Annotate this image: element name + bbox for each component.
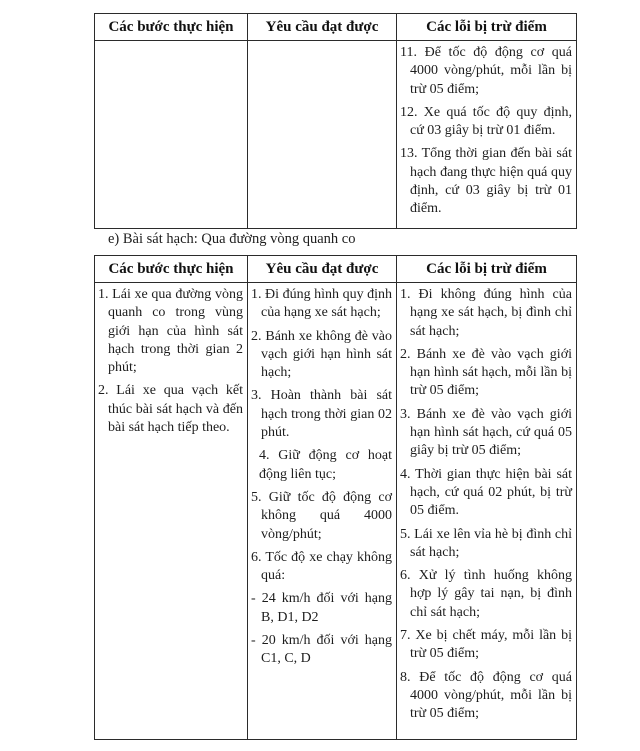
steps-cell [95,283,248,740]
error-item: 2. Bánh xe đè vào vạch giới hạn hình sát hạch, mỗi lần bị trừ 05 điểm; [400,346,572,399]
exam-table-bottom [94,255,577,740]
error-item: 13. Tổng thời gian đến bài sát hạch đang thực hiện quá quy định, cứ 03 giây bị trừ 01 điểm. [400,146,572,217]
requirement-item: 2. Bánh xe không đè vào vạch giới hạn hình sát hạch; [251,328,392,381]
exam-table-top [94,13,577,229]
requirement-item: 6. Tốc độ xe chạy không quá: [251,549,392,584]
column-header-errors: Các lỗi bị trừ điểm [397,256,577,283]
requirements-cell [248,283,397,740]
column-header-requirements: Yêu cầu đạt được [248,256,397,283]
requirement-item: 3. Hoàn thành bài sát hạch trong thời gian 02 phút. [251,388,392,441]
column-header-errors: Các lỗi bị trừ điểm [397,14,577,41]
errors-cell [397,283,577,740]
error-item: 5. Lái xe lên vỉa hè bị đình chỉ sát hạch; [400,526,572,560]
table-top-header-row [95,14,577,41]
column-header-steps: Các bước thực hiện [95,256,248,283]
column-header-steps: Các bước thực hiện [95,14,248,41]
requirement-item: 1. Đi đúng hình quy định của hạng xe sát hạch; [251,287,392,321]
requirements-cell [248,41,397,229]
error-item: 12. Xe quá tốc độ quy định, cứ 03 giây bị trừ 01 điểm. [400,104,572,139]
requirement-subitem: - 24 km/h đối với hạng B, D1, D2 [251,591,392,625]
error-item: 4. Thời gian thực hiện bài sát hạch, cứ quá 02 phút, bị trừ 05 điểm. [400,466,572,519]
error-item: 11. Để tốc độ động cơ quá 4000 vòng/phút, mỗi lần bị trừ 05 điểm; [400,45,572,97]
table-row [95,41,577,229]
error-item: 6. Xử lý tình huống không hợp lý gây tai nạn, bị đình chỉ sát hạch; [400,568,572,620]
error-item: 1. Đi không đúng hình của hạng xe sát hạch, bị đình chỉ sát hạch; [400,287,572,339]
error-item: 8. Để tốc độ động cơ quá 4000 vòng/phút, mỗi lần bị trừ 05 điểm; [400,669,572,722]
step-item: 1. Lái xe qua đường vòng quanh co trong vùng giới hạn của hình sát hạch trong thời gian 2 phút; [98,287,243,376]
column-header-requirements: Yêu cầu đạt được [248,14,397,41]
table-row [95,283,577,740]
steps-cell [95,41,248,229]
table-bottom-header-row [95,256,577,283]
step-item: 2. Lái xe qua vạch kết thúc bài sát hạch và đến bài sát hạch tiếp theo. [98,383,243,436]
requirement-item: 5. Giữ tốc độ động cơ không quá 4000 vòng/phút; [251,489,392,542]
requirement-subitem: - 20 km/h đối với hạng C1, C, D [251,633,392,667]
requirement-item: 4. Giữ động cơ hoạt động liên tục; [259,448,392,482]
section-heading: e) Bài sát hạch: Qua đường vòng quanh co [108,231,356,247]
error-item: 7. Xe bị chết máy, mỗi lần bị trừ 05 điểm; [400,628,572,662]
error-item: 3. Bánh xe đè vào vạch giới hạn hình sát hạch, cứ quá 05 giây bị trừ 05 điểm; [400,406,572,459]
errors-cell [397,41,577,229]
